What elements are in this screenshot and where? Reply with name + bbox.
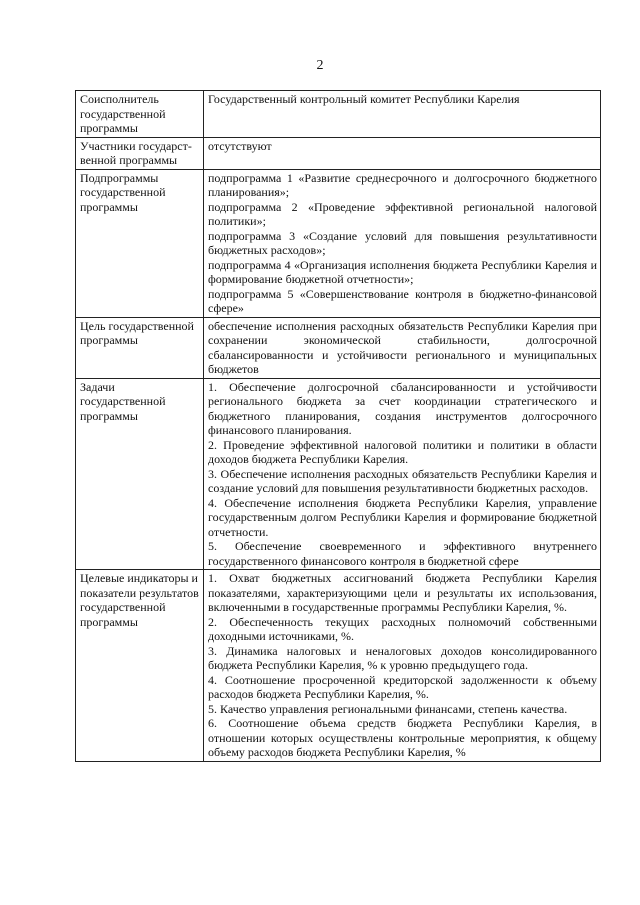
table-row [76, 317, 601, 378]
row-label: Участники государст-венной программы [76, 137, 204, 169]
content-paragraph: Государственный контрольный комитет Республики Карелия [208, 92, 520, 106]
content-paragraph: подпрограмма 4 «Организация исполнения бюджета Республики Карелия и формирование бюджетной отчетности»; [208, 257, 597, 286]
row-content [204, 137, 601, 169]
content-paragraph: 3. Обеспечение исполнения расходных обязательств Республики Карелия и создание условий для повышения результативности бюджетных расходов. [208, 466, 597, 495]
row-label: Задачи государственной программы [76, 378, 204, 570]
content-paragraph: 1. Обеспечение долгосрочной сбалансированности и устойчивости регионального бюджета за счет координации стратегического и бюджетного планирования, создания инструментов долгосрочного финансового планирования. [208, 379, 597, 437]
content-paragraph: 6. Соотношение объема средств бюджета Республики Карелия, в отношении которых осуществлены контрольные мероприятия, к общему объему расходов бюджета Республики Карелия, % [208, 716, 597, 759]
content-paragraph: 2. Обеспеченность текущих расходных полномочий собственными доходными источниками, %. [208, 614, 597, 643]
row-label: Соисполнитель государственной программы [76, 91, 204, 138]
page-number: 2 [316, 58, 324, 73]
table-row [76, 137, 601, 169]
content-paragraph: 3. Динамика налоговых и неналоговых доходов консолидированного бюджета Республики Карелия, % к уровню предыдущего года. [208, 643, 597, 672]
table-row [76, 91, 601, 138]
content-paragraph: подпрограмма 3 «Создание условий для повышения результативности бюджетных расходов»; [208, 228, 597, 257]
table-row [76, 169, 601, 317]
content-paragraph: 2. Проведение эффективной налоговой политики и политики в области доходов бюджета Республики Карелия. [208, 437, 597, 466]
row-content [204, 317, 601, 378]
content-paragraph: 5. Обеспечение своевременного и эффективного внутреннего государственного финансового контроля в бюджетной сфере [208, 539, 597, 568]
content-paragraph: 4. Соотношение просроченной кредиторской задолженности к объему расходов бюджета Республики Карелия, %. [208, 672, 597, 701]
row-content [204, 378, 601, 570]
row-content [204, 570, 601, 762]
row-content [204, 169, 601, 317]
content-paragraph: подпрограмма 2 «Проведение эффективной региональной налоговой политики»; [208, 199, 597, 228]
content-paragraph: 1. Охват бюджетных ассигнований бюджета Республики Карелия показателями, характеризующими цели и результаты их использования, включенными в государственные программы Республики Карелия, %. [208, 571, 597, 614]
content-paragraph: подпрограмма 5 «Совершенствование контроля в бюджетно-финансовой сфере» [208, 286, 597, 315]
table-row [76, 570, 601, 762]
content-paragraph: 5. Качество управления региональными финансами, степень качества. [208, 701, 568, 716]
table-row [76, 378, 601, 570]
content-paragraph: обеспечение исполнения расходных обязательств Республики Карелия при сохранении экономической стабильности, долгосрочной сбалансированности и устойчивости регионального и муниципальных бюджетов [208, 318, 597, 376]
row-content [204, 91, 601, 138]
content-paragraph: отсутствуют [208, 138, 272, 153]
content-paragraph: 4. Обеспечение исполнения бюджета Республики Карелия, управление государственным долгом Республики Карелия и формирование бюджетной отчетности. [208, 495, 597, 539]
row-label: Подпрограммы государственной программы [76, 169, 204, 317]
program-passport-table [75, 90, 601, 762]
row-label: Цель государственной программы [76, 317, 204, 378]
row-label: Целевые индикаторы и показатели результатов государственной программы [76, 570, 204, 762]
content-paragraph: подпрограмма 1 «Развитие среднесрочного и долгосрочного бюджетного планирования»; [208, 170, 597, 199]
